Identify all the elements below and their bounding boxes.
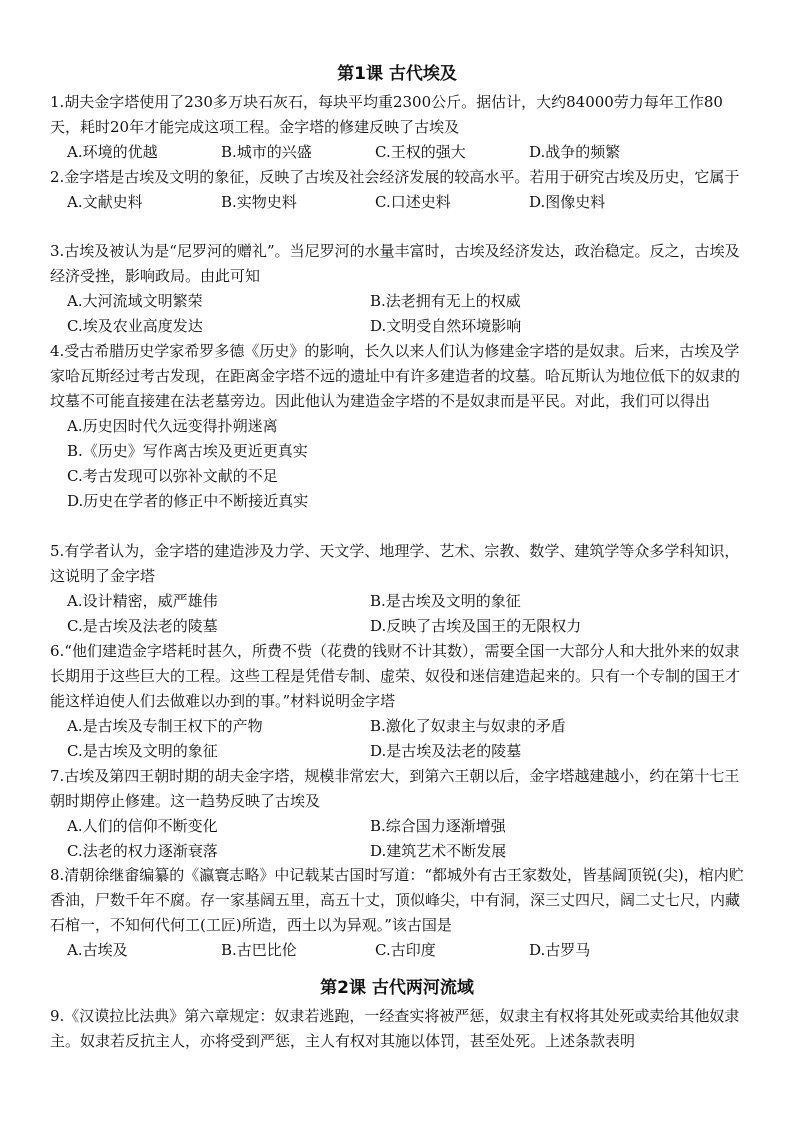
- options: [50, 589, 750, 639]
- question-8: [50, 863, 750, 963]
- option-c: C.考古发现可以弥补文献的不足: [67, 467, 278, 485]
- option-d: D.建筑艺术不断发展: [370, 842, 507, 860]
- option-c: C.法老的权力逐渐衰落: [67, 842, 218, 860]
- options: [50, 140, 750, 165]
- option-a: A.人们的信仰不断变化: [67, 817, 218, 835]
- option-c: C.是古埃及文明的象征: [67, 742, 218, 760]
- option-a: A.大河流域文明繁荣: [67, 292, 203, 310]
- option-a: A.古埃及: [67, 941, 128, 959]
- question-1: [50, 90, 750, 165]
- option-a: A.文献史料: [67, 193, 143, 211]
- options: [50, 714, 750, 764]
- question-stem: 8.清朝徐继畬编纂的《瀛寰志略》中记载某古国时写道：“都城外有古王家数处，皆基阔顶锐(尖)，棺内贮香油，尸数千年不腐。存一家基阔五里，高五十丈，顶似峰尖，中有洞，深三丈四尺，阔二丈七尺，内藏石棺一，不知何代何工(工匠)所造，西土以为异观。”该古国是: [50, 866, 744, 934]
- option-b: B.法老拥有无上的权威: [370, 292, 521, 310]
- options: [50, 938, 750, 963]
- question-stem: 9.《汉谟拉比法典》第六章规定：奴隶若逃跑，一经查实将被严惩，奴隶主有权将其处死或卖给其他奴隶主。奴隶若反抗主人，亦将受到严惩，主人有权对其施以体罚，甚至处死。上述条款表明: [50, 1007, 740, 1050]
- option-d: D.历史在学者的修正中不断接近真实: [67, 492, 309, 510]
- question-stem: 5.有学者认为，金字塔的建造涉及力学、天文学、地理学、艺术、宗教、数学、建筑学等众多学科知识，这说明了金字塔: [50, 542, 740, 585]
- option-b: B.《历史》写作离古埃及更近更真实: [67, 442, 308, 460]
- option-d: D.是古埃及法老的陵墓: [370, 742, 522, 760]
- lesson-1-title: 第1课 古代埃及: [337, 64, 457, 84]
- option-a: A.是古埃及专制王权下的产物: [67, 717, 263, 735]
- question-stem: 1.胡夫金字塔使用了230多万块石灰石，每块平均重2300公斤。据估计，大约84000劳力每年工作80天，耗时20年才能完成这项工程。金字塔的修建反映了古埃及: [50, 93, 723, 136]
- option-c: C.口述史料: [375, 193, 451, 211]
- question-6: [50, 639, 750, 764]
- question-5: [50, 539, 750, 639]
- option-b: B.激化了奴隶主与奴隶的矛盾: [370, 717, 566, 735]
- option-c: C.王权的强大: [375, 143, 466, 161]
- options: [50, 190, 750, 215]
- option-d: D.战争的频繁: [529, 143, 621, 161]
- question-9: [50, 1004, 750, 1054]
- option-b: B.综合国力逐渐增强: [370, 817, 506, 835]
- options: [50, 814, 750, 864]
- option-b: B.城市的兴盛: [221, 143, 312, 161]
- option-d: D.文明受自然环境影响: [370, 317, 522, 335]
- option-a: A.设计精密，威严雄伟: [67, 592, 218, 610]
- option-b: B.实物史料: [221, 193, 297, 211]
- question-stem: 7.古埃及第四王朝时期的胡夫金字塔，规模非常宏大，到第六王朝以后，金字塔越建越小，约在第十七王朝时期停止修建。这一趋势反映了古埃及: [50, 767, 740, 810]
- option-c: C.是古埃及法老的陵墓: [67, 617, 218, 635]
- question-7: [50, 764, 750, 864]
- question-4: [50, 339, 750, 514]
- question-stem: 4.受古希腊历史学家希罗多德《历史》的影响，长久以来人们认为修建金字塔的是奴隶。后来，古埃及学家哈瓦斯经过考古发现，在距离金字塔不远的遗址中有许多建造者的坟墓。哈瓦斯认为地位低下的奴隶的坟墓不可能直接建在法老墓旁边。因此他认为建造金字塔的不是奴隶而是平民。对此，我们可以得出: [50, 342, 741, 410]
- option-d: D.古罗马: [529, 941, 591, 959]
- lesson-2-title: 第2课 古代两河流域: [320, 978, 474, 998]
- option-a: A.环境的优越: [67, 143, 158, 161]
- option-d: D.反映了古埃及国王的无限权力: [370, 617, 582, 635]
- question-3: [50, 239, 750, 339]
- option-a: A.历史因时代久远变得扑朔迷离: [67, 417, 278, 435]
- question-2: [50, 165, 750, 215]
- option-c: C.古印度: [375, 941, 436, 959]
- option-b: B.古巴比伦: [221, 941, 297, 959]
- option-c: C.埃及农业高度发达: [67, 317, 203, 335]
- options: [50, 414, 750, 514]
- question-stem: 3.古埃及被认为是“尼罗河的赠礼”。当尼罗河的水量丰富时，古埃及经济发达，政治稳定。反之，古埃及经济受挫，影响政局。由此可知: [50, 242, 740, 285]
- options: [50, 289, 750, 339]
- option-b: B.是古埃及文明的象征: [370, 592, 521, 610]
- question-stem: 6.“他们建造金字塔耗时甚久，所费不赀（花费的钱财不计其数），需要全国一大部分人和大批外来的奴隶长期用于这些巨大的工程。这些工程是凭借专制、虚荣、奴役和迷信建造起来的。只有一个专制的国王才能这样迫使人们去做难以办到的事。”材料说明金字塔: [50, 642, 741, 710]
- question-stem: 2.金字塔是古埃及文明的象征，反映了古埃及社会经济发展的较高水平。若用于研究古埃及历史，它属于: [50, 168, 740, 186]
- option-d: D.图像史料: [529, 193, 606, 211]
